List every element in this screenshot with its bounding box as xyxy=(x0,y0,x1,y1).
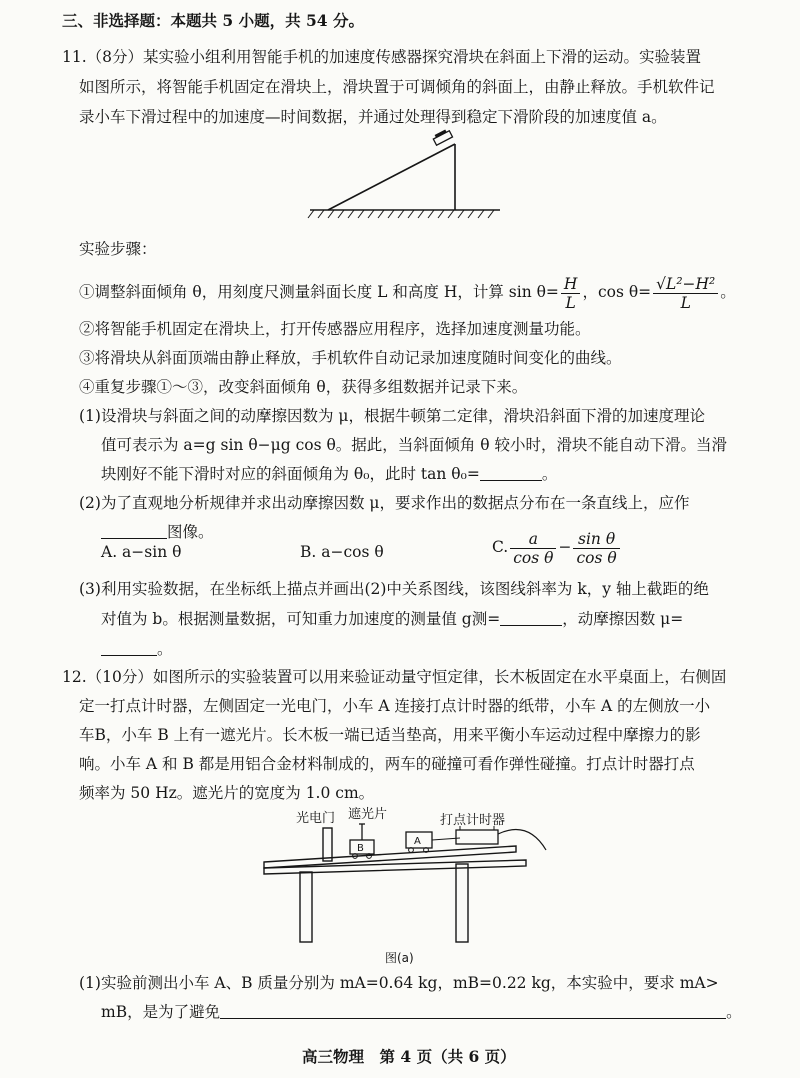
frac-numerator: H xyxy=(561,275,581,294)
answer-blank-mass[interactable] xyxy=(220,1003,726,1019)
cos-fraction xyxy=(653,275,718,312)
fig-caption: 图(a) xyxy=(385,951,414,965)
step1-end: 。 xyxy=(720,283,736,301)
cart-apparatus-figure xyxy=(260,800,560,970)
step-1 xyxy=(79,270,736,316)
fig-label-timer: 打点计时器 xyxy=(440,813,506,828)
answer-blank-g[interactable] xyxy=(500,610,562,626)
q11-part1-line: (1)设滑块与斜面之间的动摩擦因数为 μ，根据牛顿第二定律，滑块沿斜面下滑的加速度理论 xyxy=(79,407,705,425)
q12-stem-line: 定一打点计时器，左侧固定一光电门，小车 A 连接打点计时器的纸带，小车 A 的左侧放一小 xyxy=(79,697,711,715)
q11-part3-end: 。 xyxy=(157,640,173,658)
q12-part1-text: mB，是为了避免 xyxy=(101,1003,221,1021)
frac-denominator: cos θ xyxy=(576,548,617,567)
q12-stem-line: 12.（10分）如图所示的实验装置可以用来验证动量守恒定律，长木板固定在水平桌面上，右侧固 xyxy=(62,668,727,686)
fig-label-car-a: A xyxy=(414,836,421,847)
option-c xyxy=(492,525,622,569)
page-footer: 高三物理 第 4 页（共 6 页） xyxy=(302,1047,516,1066)
q11-part3-mid: ，动摩擦因数 μ= xyxy=(562,610,684,628)
sin-fraction xyxy=(561,275,581,312)
option-c-frac1 xyxy=(510,530,556,567)
q12-part1-line2 xyxy=(101,1001,742,1023)
option-c-sep: − xyxy=(558,538,572,556)
fig-label-gate: 光电门 xyxy=(296,811,336,826)
frac-denominator: cos θ xyxy=(513,548,554,567)
frac-denominator: L xyxy=(680,293,691,312)
option-c-frac2 xyxy=(573,530,619,567)
q12-part1-end: 。 xyxy=(726,1003,742,1021)
fig-label-shutter: 遮光片 xyxy=(348,807,388,822)
step-3: ③将滑块从斜面顶端由静止释放，手机软件自动记录加速度随时间变化的曲线。 xyxy=(79,349,622,367)
q11-stem-line: 如图所示，将智能手机固定在滑块上，滑块置于可调倾角的斜面上，由静止释放。手机软件记 xyxy=(79,78,715,96)
q11-stem-line: 录小车下滑过程中的加速度—时间数据，并通过处理得到稳定下滑阶段的加速度值 a。 xyxy=(79,108,667,126)
step1-mid: ，cos θ= xyxy=(582,283,652,301)
fig-label-car-b: B xyxy=(357,843,364,854)
option-a: A. a−sin θ xyxy=(101,543,182,561)
answer-blank-graph[interactable] xyxy=(101,523,167,539)
option-b: B. a−cos θ xyxy=(300,543,384,561)
q11-part2-line2 xyxy=(101,521,214,543)
steps-title: 实验步骤： xyxy=(79,240,157,258)
incline-figure xyxy=(300,130,510,220)
q11-part2-end: 图像。 xyxy=(167,523,214,541)
frac-numerator: sin θ xyxy=(573,530,619,549)
step-2: ②将智能手机固定在滑块上，打开传感器应用程序，选择加速度测量功能。 xyxy=(79,320,591,338)
answer-blank-tan[interactable] xyxy=(480,465,542,481)
q11-part1-text: 块刚好不能下滑时对应的斜面倾角为 θ₀，此时 tan θ₀= xyxy=(101,465,480,483)
q11-part3-line2 xyxy=(101,608,683,630)
answer-blank-mu[interactable] xyxy=(101,640,157,656)
q11-part2-line: (2)为了直观地分析规律并求出动摩擦因数 μ，要求作出的数据点分布在一条直线上，应作 xyxy=(79,494,690,512)
frac-denominator: L xyxy=(565,293,576,312)
q11-part1-end: 。 xyxy=(541,465,558,483)
q12-stem-line: 响。小车 A 和 B 都是用铝合金材料制成的，两车的碰撞可看作弹性碰撞。打点计时器打点 xyxy=(79,755,695,773)
q11-part3-line3 xyxy=(101,638,173,660)
q11-part1-line: 值可表示为 a=g sin θ−μg cos θ。据此，当斜面倾角 θ 较小时，滑块不能自动下滑。当滑 xyxy=(101,436,727,454)
q12-part1-line: (1)实验前测出小车 A、B 质量分别为 mA=0.64 kg，mB=0.22 kg，本实验中，要求 mA> xyxy=(79,974,719,992)
q12-stem-line: 车B，小车 B 上有一遮光片。长木板一端已适当垫高，用来平衡小车运动过程中摩擦力的影 xyxy=(79,726,701,744)
step1-text: ①调整斜面倾角 θ，用刻度尺测量斜面长度 L 和高度 H，计算 sin θ= xyxy=(79,283,559,301)
frac-numerator: √L²−H² xyxy=(653,275,718,294)
q11-part1-line3 xyxy=(101,463,557,485)
step-4: ④重复步骤①～③，改变斜面倾角 θ，获得多组数据并记录下来。 xyxy=(79,378,528,396)
q11-stem-line: 11.（8分）某实验小组利用智能手机的加速度传感器探究滑块在斜面上下滑的运动。实验装置 xyxy=(62,48,702,66)
section-header: 三、非选择题：本题共 5 小题，共 54 分。 xyxy=(62,11,364,30)
option-c-label: C. xyxy=(492,538,509,556)
q12-stem-line: 频率为 50 Hz。遮光片的宽度为 1.0 cm。 xyxy=(79,784,375,802)
q11-part3-line: (3)利用实验数据，在坐标纸上描点并画出(2)中关系图线，该图线斜率为 k，y 轴上截距的绝 xyxy=(79,580,709,598)
q11-part3-text: 对值为 b。根据测量数据，可知重力加速度的测量值 g测= xyxy=(101,610,501,628)
frac-numerator: a xyxy=(510,530,556,549)
